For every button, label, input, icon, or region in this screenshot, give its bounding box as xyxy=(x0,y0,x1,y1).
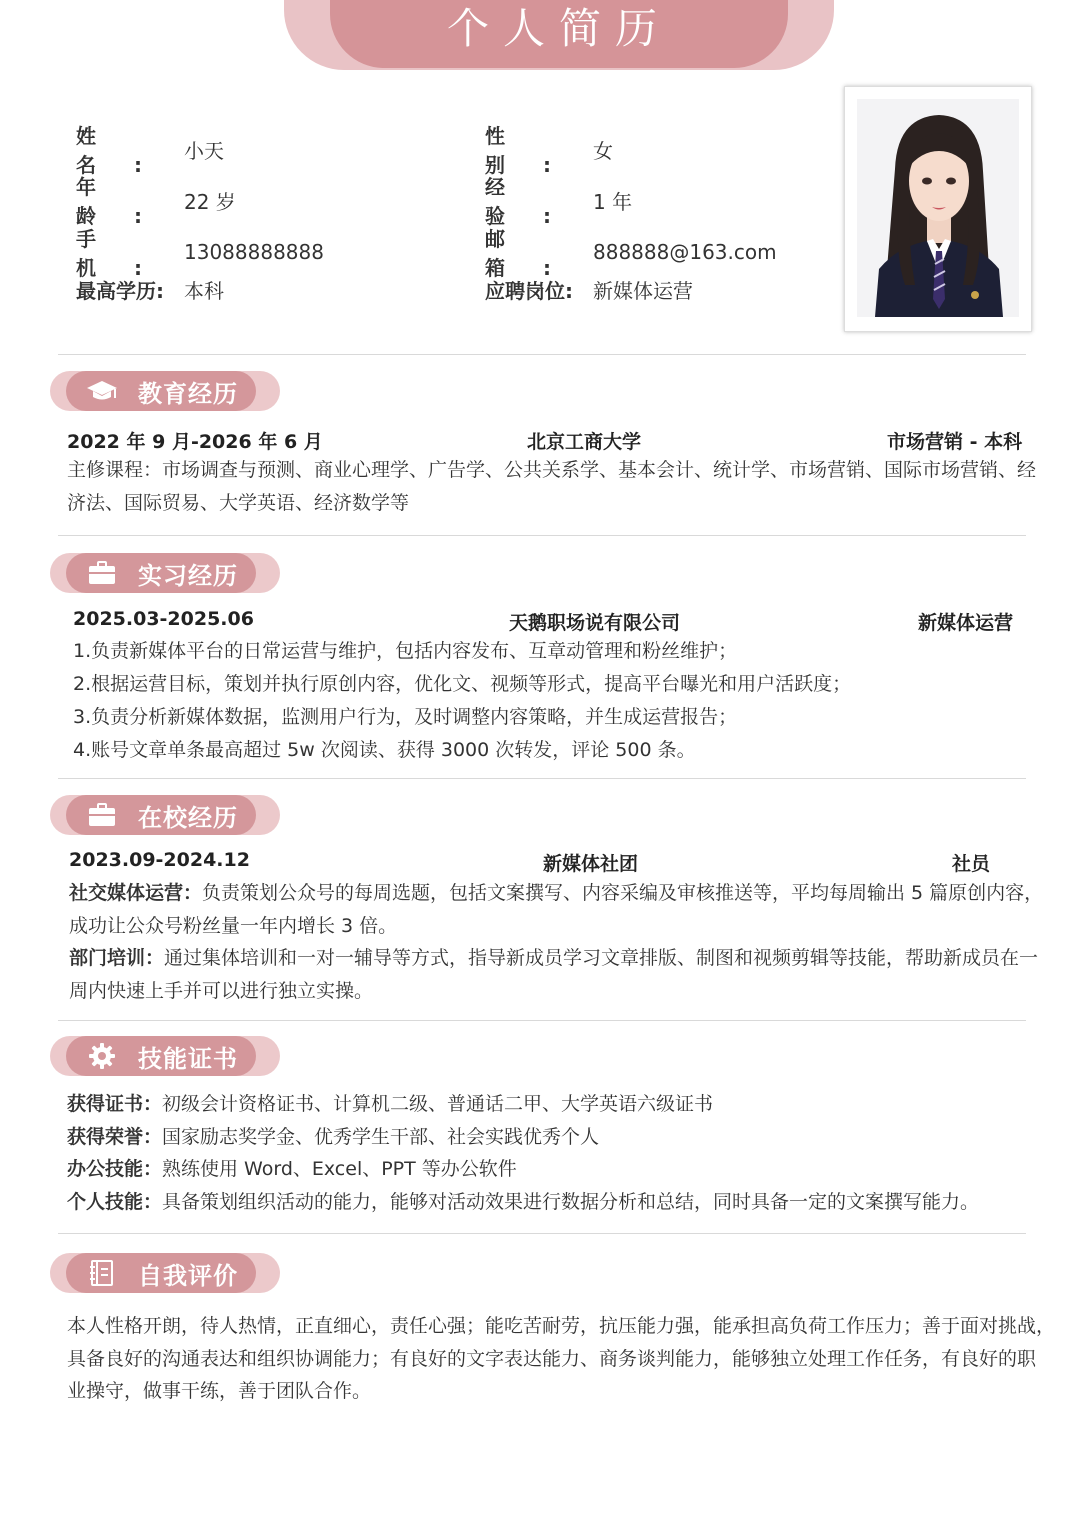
internship-role: 新媒体运营 xyxy=(918,612,1014,634)
internship-item: 1.负责新媒体平台的日常运营与维护，包括内容发布、互章动管理和粉丝维护； xyxy=(73,640,738,662)
degree-label: 最高学历: xyxy=(76,279,164,303)
skills-cert xyxy=(67,1088,713,1121)
gear-icon xyxy=(86,1040,118,1072)
briefcase-icon xyxy=(86,557,118,589)
email-label: 邮箱: xyxy=(485,227,589,280)
gender-label: 性别: xyxy=(485,124,589,177)
info-experience xyxy=(485,171,632,229)
page-title: 个人简历 xyxy=(446,4,671,53)
title-banner xyxy=(330,0,788,68)
campus-social-text: 负责策划公众号的每周选题，包括文案撰写、内容采编及审核推送等，平均每周输出 5 篇原创内容， xyxy=(202,882,1044,904)
skills-honor-label: 获得荣誉： xyxy=(67,1126,163,1148)
section-header-campus xyxy=(50,795,280,835)
skills-personal-label: 个人技能： xyxy=(67,1191,163,1213)
skills-honor-text: 国家励志奖学金、优秀学生干部、社会实践优秀个人 xyxy=(162,1126,600,1148)
graduation-cap-icon xyxy=(86,375,118,407)
education-period: 2022 年 9 月-2026 年 6 月 xyxy=(67,431,323,453)
section-title-education: 教育经历 xyxy=(138,379,238,408)
skills-office-label: 办公技能： xyxy=(67,1158,163,1180)
self-eval-line-3: 业操守，做事干练，善于团队合作。 xyxy=(67,1380,372,1402)
education-school: 北京工商大学 xyxy=(527,431,642,453)
campus-training-line-1 xyxy=(69,942,1038,975)
age-label: 年龄: xyxy=(76,175,180,228)
position-label: 应聘岗位: xyxy=(485,279,573,303)
experience-label: 经验: xyxy=(485,175,589,228)
skills-personal-text: 具备策划组织活动的能力，能够对活动效果进行数据分析和总结，同时具备一定的文案撰写能力。 xyxy=(162,1191,980,1213)
experience-value: 1 年 xyxy=(593,189,633,214)
skills-honor xyxy=(67,1121,599,1154)
section-header-skills xyxy=(50,1036,280,1076)
section-header-education xyxy=(50,371,280,411)
photo-frame xyxy=(844,86,1032,332)
info-degree xyxy=(76,275,224,304)
campus-social-line-2: 成功让公众号粉丝量一年内增长 3 倍。 xyxy=(69,915,398,937)
divider xyxy=(58,778,1026,779)
campus-role: 社员 xyxy=(952,853,991,875)
skills-personal xyxy=(67,1186,979,1219)
campus-training-line-2: 周内快速上手并可以进行独立实操。 xyxy=(69,980,374,1002)
education-courses-line-1: 主修课程：市场调查与预测、商业心理学、广告学、公共关系学、基本会计、统计学、市场营销、国际市场营销、经 xyxy=(67,459,1037,481)
phone-label: 手机: xyxy=(76,227,180,280)
internship-company: 天鹅职场说有限公司 xyxy=(509,612,681,634)
address-book-icon xyxy=(86,1257,118,1289)
skills-office xyxy=(67,1153,517,1186)
campus-org: 新媒体社团 xyxy=(543,853,639,875)
internship-item: 2.根据运营目标，策划并执行原创内容，优化文、视频等形式，提高平台曝光和用户活跃度； xyxy=(73,673,852,695)
skills-office-text: 熟练使用 Word、Excel、PPT 等办公软件 xyxy=(162,1158,517,1180)
campus-social-label: 社交媒体运营： xyxy=(69,882,203,904)
divider xyxy=(58,354,1026,355)
info-gender xyxy=(485,120,613,178)
internship-item: 3.负责分析新媒体数据，监测用户行为，及时调整内容策略，并生成运营报告； xyxy=(73,706,738,728)
degree-value: 本科 xyxy=(184,279,224,303)
section-header-self-eval xyxy=(50,1253,280,1293)
campus-training-label: 部门培训： xyxy=(69,947,165,969)
self-eval-line-2: 具备良好的沟通表达和组织协调能力；有良好的文字表达能力、商务谈判能力，能够独立处理工作任务，有良好的职 xyxy=(67,1348,1037,1370)
phone-value: 13088888888 xyxy=(184,240,324,264)
divider xyxy=(58,535,1026,536)
info-position xyxy=(485,275,693,304)
info-name xyxy=(76,120,224,178)
section-title-internship: 实习经历 xyxy=(138,561,238,590)
name-value: 小天 xyxy=(184,138,224,163)
skills-cert-text: 初级会计资格证书、计算机二级、普通话二甲、大学英语六级证书 xyxy=(162,1093,714,1115)
divider xyxy=(58,1020,1026,1021)
gender-value: 女 xyxy=(593,138,613,163)
campus-period: 2023.09-2024.12 xyxy=(69,849,250,871)
section-title-campus: 在校经历 xyxy=(138,803,238,832)
info-age xyxy=(76,171,236,229)
education-courses-line-2: 济法、国际贸易、大学英语、经济数学等 xyxy=(67,492,410,514)
profile-photo xyxy=(857,99,1019,317)
self-eval-line-1: 本人性格开朗，待人热情，正直细心，责任心强；能吃苦耐劳，抗压能力强，能承担高负荷工作压力；善于面对挑战， xyxy=(67,1315,1056,1337)
name-label: 姓名: xyxy=(76,124,180,177)
campus-social-line-1 xyxy=(69,877,1043,910)
info-email xyxy=(485,223,777,281)
divider xyxy=(58,1233,1026,1234)
briefcase-icon xyxy=(86,799,118,831)
campus-training-text: 通过集体培训和一对一辅导等方式，指导新成员学习文章排版、制图和视频剪辑等技能，帮助新成员在一 xyxy=(164,947,1039,969)
skills-cert-label: 获得证书： xyxy=(67,1093,163,1115)
education-major: 市场营销 - 本科 xyxy=(887,431,1023,453)
section-title-self-eval: 自我评价 xyxy=(138,1261,238,1290)
internship-period: 2025.03-2025.06 xyxy=(73,608,254,630)
info-phone xyxy=(76,223,324,281)
section-header-internship xyxy=(50,553,280,593)
section-title-skills: 技能证书 xyxy=(138,1044,238,1073)
age-value: 22 岁 xyxy=(184,189,236,214)
position-value: 新媒体运营 xyxy=(593,279,693,303)
internship-item: 4.账号文章单条最高超过 5w 次阅读、获得 3000 次转发，评论 500 条。 xyxy=(73,739,696,761)
email-value: 888888@163.com xyxy=(593,240,777,264)
